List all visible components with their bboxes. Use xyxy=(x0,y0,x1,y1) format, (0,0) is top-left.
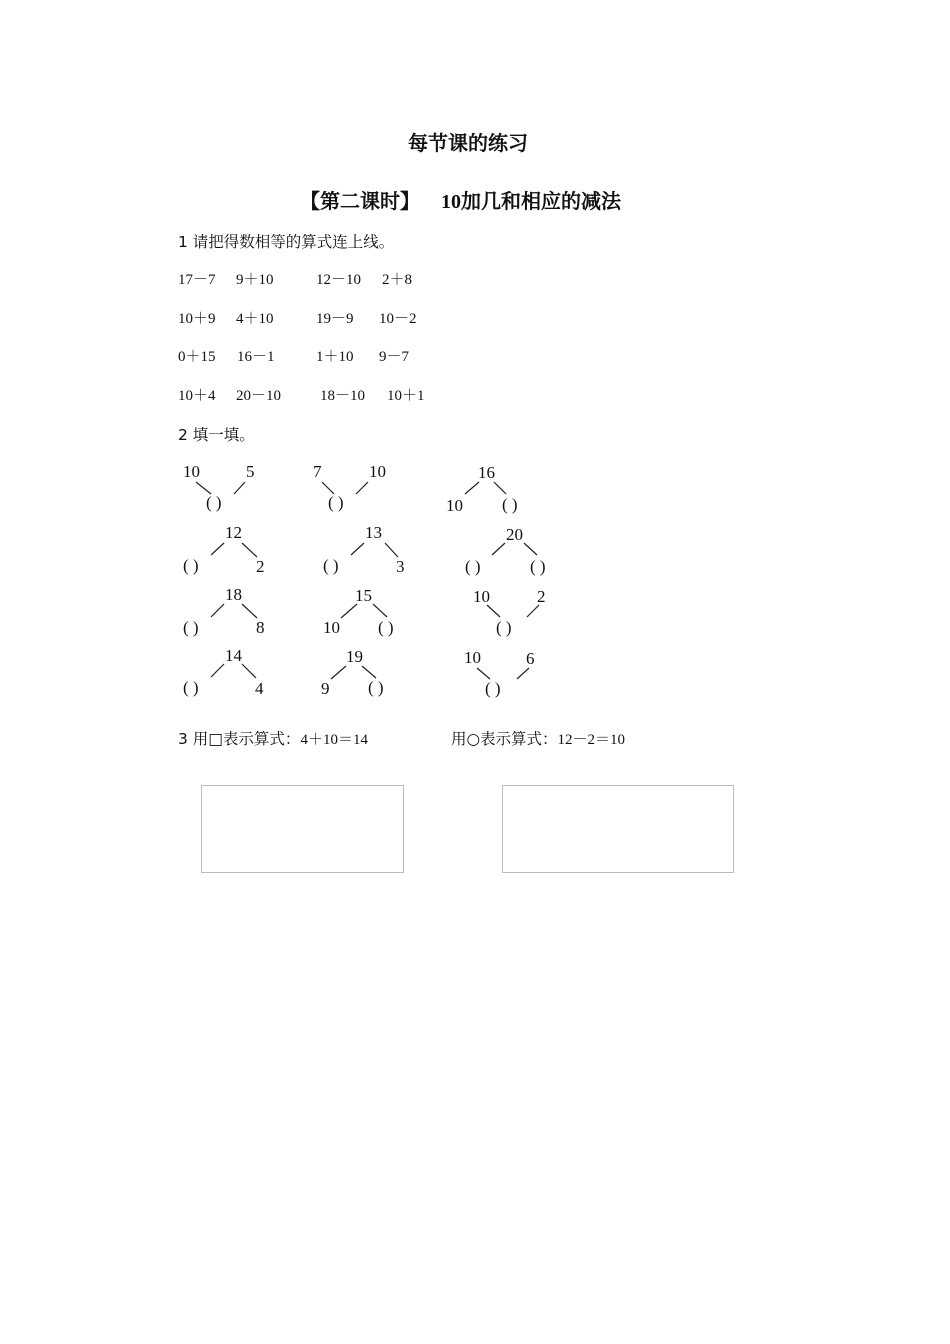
q1-eq[interactable]: 10－2 xyxy=(379,311,417,327)
q1-eq[interactable]: 17－7 xyxy=(178,272,216,288)
bond-value: 13 xyxy=(365,523,382,542)
page-title: 每节课的练习 xyxy=(408,131,528,155)
bond-value: 10 xyxy=(473,587,490,606)
bond-value: 8 xyxy=(256,618,265,637)
bond-value: 2 xyxy=(537,587,546,606)
bond-value: 9 xyxy=(321,679,330,698)
lesson-heading xyxy=(300,185,621,214)
q1-eq[interactable]: 19－9 xyxy=(316,311,354,327)
question-3-prompt-b: 用○表示算式： xyxy=(451,730,558,748)
q1-eq[interactable]: 9－7 xyxy=(379,349,410,365)
bond-value: 10 xyxy=(369,462,386,481)
answer-blank[interactable]: ( ) xyxy=(496,618,512,637)
answer-blank[interactable]: ( ) xyxy=(378,618,394,637)
q1-eq[interactable]: 10＋9 xyxy=(178,311,216,327)
bond-value: 6 xyxy=(526,649,535,668)
bond-value: 3 xyxy=(396,557,405,576)
answer-blank[interactable]: ( ) xyxy=(502,495,518,514)
answer-blank[interactable]: ( ) xyxy=(328,493,344,512)
q1-eq[interactable]: 1＋10 xyxy=(316,349,354,365)
q1-eq[interactable]: 10＋1 xyxy=(387,388,425,404)
q1-eq[interactable]: 16－1 xyxy=(237,349,275,365)
question-2-label: 2 填一填。 xyxy=(178,426,255,444)
bond-value: 5 xyxy=(246,462,255,481)
question-3-equation-a: 4＋10＝14 xyxy=(300,732,368,748)
answer-blank[interactable]: ( ) xyxy=(206,493,222,512)
lesson-label: 【第二课时】 xyxy=(300,189,420,213)
answer-box-squares[interactable] xyxy=(201,785,404,873)
bond-value: 10 xyxy=(446,496,463,515)
bond-value: 10 xyxy=(183,462,200,481)
answer-blank[interactable]: ( ) xyxy=(183,618,199,637)
q1-eq[interactable]: 12－10 xyxy=(316,272,362,288)
question-3-equation-b: 12－2＝10 xyxy=(557,732,626,748)
bond-value: 18 xyxy=(225,585,242,604)
question-1-label: 1 请把得数相等的算式连上线。 xyxy=(178,233,395,251)
answer-blank[interactable]: ( ) xyxy=(368,678,384,697)
q1-eq[interactable]: 10＋4 xyxy=(178,388,216,404)
bond-value: 19 xyxy=(346,647,363,666)
answer-blank[interactable]: ( ) xyxy=(530,557,546,576)
answer-blank[interactable]: ( ) xyxy=(323,556,339,575)
bond-value: 2 xyxy=(256,557,265,576)
answer-blank[interactable]: ( ) xyxy=(465,557,481,576)
topic-label: 加几和相应的减法 xyxy=(460,189,621,213)
answer-blank[interactable]: ( ) xyxy=(183,678,199,697)
bond-value: 20 xyxy=(506,525,523,544)
bond-value: 7 xyxy=(313,462,322,481)
bond-value: 10 xyxy=(464,648,481,667)
question-3-prompt-a: 3 用□表示算式： xyxy=(178,730,301,748)
bond-value: 16 xyxy=(478,463,495,482)
bond-value: 15 xyxy=(355,586,372,605)
answer-blank[interactable]: ( ) xyxy=(485,679,501,698)
topic-number: 10 xyxy=(440,191,461,213)
q1-eq[interactable]: 18－10 xyxy=(320,388,366,404)
bond-value: 14 xyxy=(225,646,242,665)
bond-value: 10 xyxy=(323,618,340,637)
q1-eq[interactable]: 20－10 xyxy=(236,388,282,404)
q1-eq[interactable]: 4＋10 xyxy=(236,311,274,327)
question-3-label-b xyxy=(451,727,625,749)
question-3-label-a xyxy=(178,727,368,749)
bond-value: 12 xyxy=(225,523,242,542)
answer-box-circles[interactable] xyxy=(502,785,734,873)
q1-eq[interactable]: 9＋10 xyxy=(236,272,274,288)
q1-eq[interactable]: 2＋8 xyxy=(382,272,413,288)
bond-value: 4 xyxy=(255,679,264,698)
answer-blank[interactable]: ( ) xyxy=(183,556,199,575)
q1-eq[interactable]: 0＋15 xyxy=(178,349,216,365)
